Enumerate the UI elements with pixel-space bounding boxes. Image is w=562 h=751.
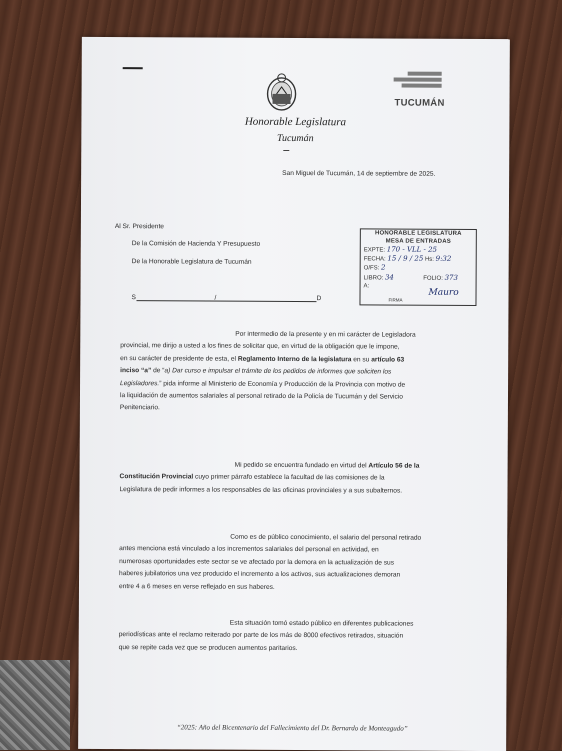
header-divider [283, 150, 289, 151]
p3-line: antes menciona está vinculado a los incrementos salariales del personal en actividad, en [119, 545, 379, 554]
p2-line: Mi pedido se encuentra fundado en virtud del Artículo 56 de la [234, 461, 420, 470]
stamp-ofs-value: 2 [380, 263, 386, 272]
stamp-folio-value: 373 [444, 273, 458, 282]
stamp-libro-label: LIBRO: [363, 274, 384, 282]
p4-line: que se repite cada vez que se producen aumentos paritarios. [118, 643, 298, 652]
p2-line: Constitución Provincial cuyo primer párrafo establece la facultad de las comisiones de la [119, 473, 385, 482]
stamp-expte-value: 170 - VLL - 25 [386, 245, 438, 254]
stamp-firma-label: FIRMA [388, 297, 403, 303]
p1-line: en su carácter de presidente de esta, el Reglamento Interno de la legislatura en su artículo 63 [120, 354, 405, 364]
footer-motto: “2025: Año del Bicentenario del Fallecimiento del Dr. Bernardo de Monteagudo” [176, 723, 408, 733]
sign-d: D [316, 295, 322, 303]
stamp-signature: Mauro [428, 287, 459, 298]
stamp-ofs-label: O/FS: [363, 265, 380, 272]
p3-line: numerosas oportunidades este sector se ve afectado por la demora en la actualización de sus [119, 557, 395, 567]
p4-line: periodísticas ante el reclamo reiterado por parte de los más de 8000 efectivos retirados, situación [118, 631, 404, 640]
top-left-mark [123, 67, 143, 69]
stamp-title-1: HONORABLE LEGISLATURA [374, 230, 462, 237]
p2-line: Legislatura de pedir informes a los responsables de las oficinas provinciales y a sus subalternos. [119, 485, 403, 495]
stamp-folio-label: FOLIO: [423, 275, 443, 282]
p3-line: haberes jubilatorios una vez producido el incremento a los activos, sus actualizaciones demoran [119, 570, 401, 579]
body-paragraph-4 [119, 617, 414, 656]
document-page [78, 37, 510, 751]
coat-of-arms-icon [263, 72, 299, 112]
stamp-firma [360, 287, 475, 305]
stamp-a-label: A: [363, 283, 370, 290]
addressee-line-1: Al Sr. Presidente [114, 223, 165, 231]
sign-s: S [131, 294, 136, 302]
body-paragraph-2 [119, 459, 419, 498]
stamp-fecha-value: 15 / 9 / 25 [387, 254, 424, 263]
stamp-title-2: MESA DE ENTRADAS [385, 238, 451, 245]
p1-line: inciso “a” de “a) Dar curso e impulsar el trámite de los pedidos de informes que soliciten los [120, 367, 392, 376]
stamp-fecha-label: FECHA: [363, 256, 386, 263]
stamp-ofs [361, 264, 476, 274]
p1-line: provincial, me dirijo a usted a los fines de solicitar que, en virtud de la obligación que le impone, [120, 342, 400, 351]
body-paragraph-3 [119, 531, 421, 595]
stamp-hs-value: 9:32 [435, 254, 452, 264]
legislature-city: Tucumán [276, 132, 314, 145]
province-logo-text: TUCUMÁN [394, 97, 445, 109]
floor-tiles [0, 660, 70, 750]
stamp-libro [361, 273, 476, 283]
p1-line: Legisladores.” pida informe al Ministerio de Economía y Producción de la Provincia con motivo de [120, 379, 406, 389]
stamp-expte-label: EXPTE: [363, 247, 386, 254]
sign-slash: / [214, 294, 217, 302]
tucuman-logo-icon [394, 72, 442, 90]
p1-line: Penitenciario. [119, 404, 160, 412]
addressee-line-2: De la Comisión de Hacienda Y Presupuesto [131, 240, 261, 248]
stamp-libro-value: 34 [384, 273, 394, 282]
stamp-hs-label: Hs: [424, 256, 434, 263]
reception-stamp [359, 228, 476, 306]
date-line: San Miguel de Tucumán, 14 de septiembre de 2025. [282, 169, 436, 178]
body-paragraph-1 [120, 328, 416, 416]
sign-underline [136, 300, 316, 302]
p3-line: Como es de público conocimiento, el salario del personal retirado [230, 533, 422, 542]
addressee-line-3: De la Honorable Legislatura de Tucumán [131, 258, 252, 266]
p1-line: Por intermedio de la presente y en mi carácter de Legisladora [235, 330, 416, 339]
p3-line: entre 4 a 6 meses en verse reflejado en sus haberes. [118, 582, 275, 591]
legislature-name: Honorable Legislatura [244, 115, 347, 129]
p4-line: Esta situación tomó estado público en diferentes publicaciones [229, 619, 414, 628]
p1-line: la liquidación de aumentos salariales al personal retirado de la Policía de Tucumán y del Servicio [119, 392, 403, 401]
